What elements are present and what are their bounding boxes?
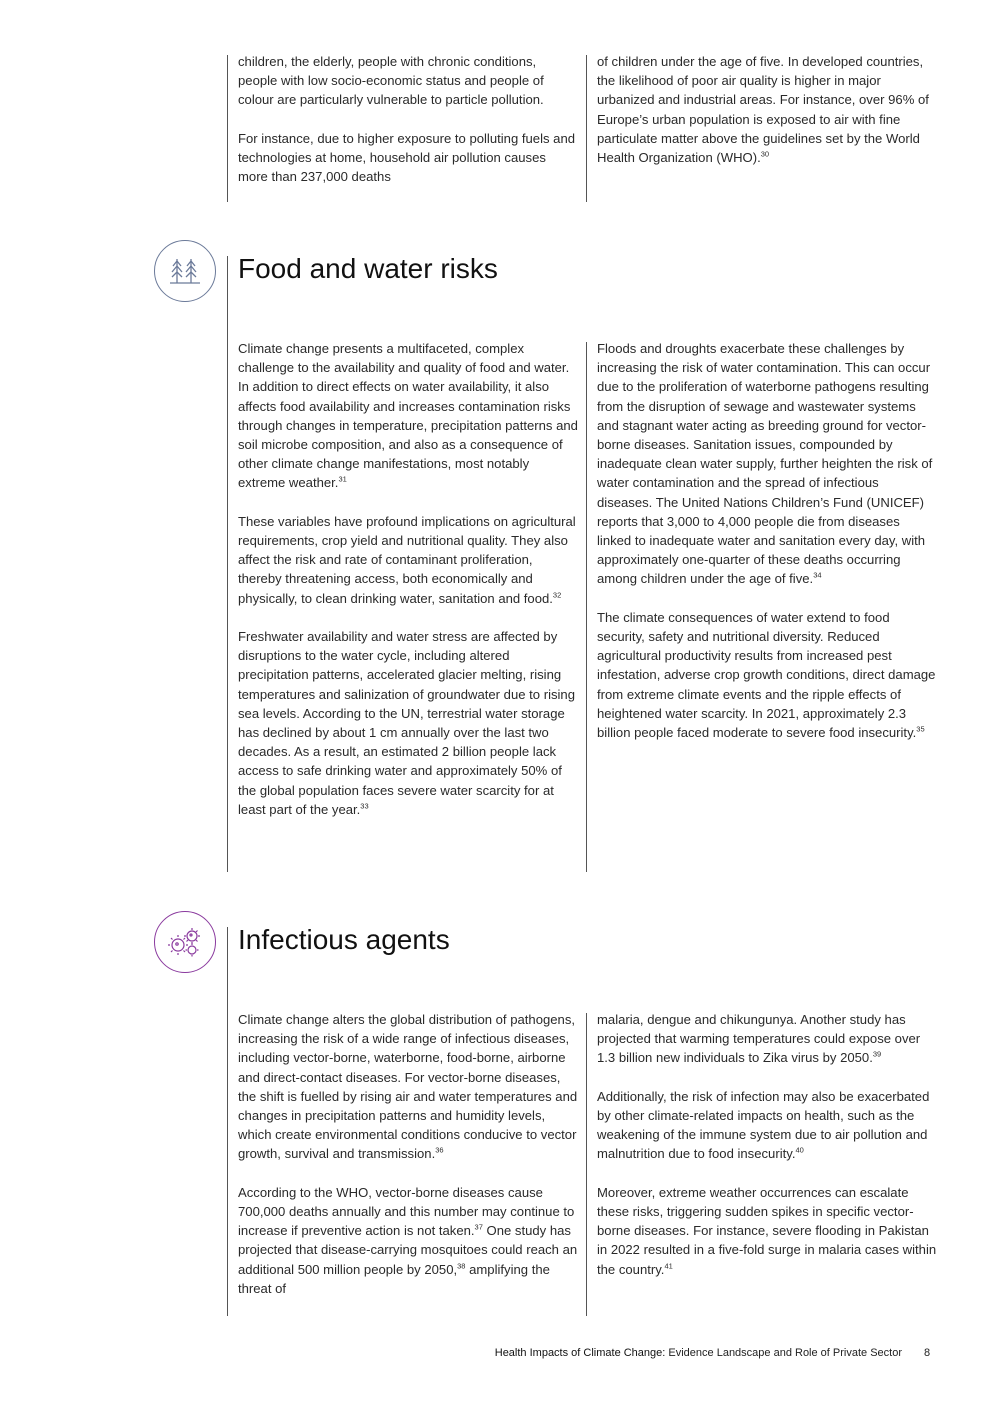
footnote-ref: 30 bbox=[760, 149, 770, 159]
food-water-icon-badge bbox=[154, 240, 216, 302]
footnote-ref: 41 bbox=[664, 1261, 673, 1271]
paragraph: These variables have profound implications on agricultural requirements, crop yield and nutritional quality. They also affect the risk and rate of contaminant proliferation, thereby threatening access, both economically and physically, to clean drinking water, sanitation and food.$^{32}$ bbox=[238, 513, 576, 606]
infectious-icon-badge bbox=[154, 911, 216, 973]
paragraph: children, the elderly, people with chronic conditions, people with low socio-economic status and people of colour are particularly vulnerable to particle pollution. bbox=[238, 54, 544, 108]
paragraph: Additionally, the risk of infection may also be exacerbated by other climate-related impacts on health, such as the weakening of the immune system due to air pollution and malnutrition due to food insecurity.$^{40}$ bbox=[597, 1088, 930, 1162]
virus-icon bbox=[166, 923, 204, 961]
paragraph: Climate change alters the global distribution of pathogens, increasing the risk of a wide range of infectious diseases, including vector-borne, waterborne, food-borne, airborne and direct-contact diseases. For vector-borne diseases, the shift is fuelled by rising air and water temperatures and changes in precipitation patterns and humidity levels, which create environmental conditions conducive to vector growth, survival and transmission.$^{36}$ bbox=[238, 1012, 578, 1162]
food-right-column bbox=[597, 339, 937, 742]
paragraph: According to the WHO, vector-borne diseases cause 700,000 deaths annually and this number may continue to increase if preventive action is not taken.$^{37}$ One study has projected that disease-carrying mosquitoes could reach an additional 500 million people by 2050,38 amplifying the threat of bbox=[238, 1184, 578, 1296]
paragraph: of children under the age of five. In developed countries, the likelihood of poor air quality is higher in major urbanized and industrial areas. For instance, over 96% of Europe’s urban population is exposed to air with fine particulate matter above the guidelines set by the World Health Organization (WHO).$^{30}$ bbox=[597, 54, 929, 166]
footnote-ref: 33 bbox=[360, 801, 369, 811]
heading-divider bbox=[227, 256, 228, 872]
top-left-column bbox=[238, 52, 578, 186]
food-left-column bbox=[238, 339, 578, 819]
column-divider-right bbox=[586, 342, 587, 872]
paragraph: The climate consequences of water extend to food security, safety and nutritional diversity. Reduced agricultural productivity results from increased pest infestation, adverse crop growth conditions, direct damage from extreme climate events and the ripple effects of heightened water scarcity. In 2021, approximately 2.3 billion people faced moderate to severe food insecurity.$^{35}$ bbox=[597, 609, 936, 741]
section-title: Infectious agents bbox=[238, 924, 450, 955]
footnote-ref: 38 bbox=[457, 1261, 466, 1271]
infectious-right-column bbox=[597, 1010, 937, 1279]
footer-title: Health Impacts of Climate Change: Evidence Landscape and Role of Private Sector bbox=[494, 1347, 902, 1359]
page-number: 8 bbox=[924, 1347, 931, 1359]
column-divider-left bbox=[227, 55, 228, 202]
paragraph: malaria, dengue and chikungunya. Another study has projected that warming temperatures could expose over 1.3 billion new individuals to Zika virus by 2050.39 bbox=[597, 1012, 921, 1066]
footnote-ref: 35 bbox=[916, 724, 925, 734]
infectious-left-column bbox=[238, 1010, 578, 1298]
paragraph: Moreover, extreme weather occurrences can escalate these risks, triggering sudden spikes in specific vector-borne diseases. For instance, severe flooding in Pakistan in 2022 resulted in a five-fold surge in malaria cases within the country.$^{41}$ bbox=[597, 1184, 937, 1277]
footnote-ref: 36 bbox=[435, 1146, 444, 1156]
column-divider-right bbox=[586, 1013, 587, 1316]
paragraph: Freshwater availability and water stress are affected by disruptions to the water cycle, including altered precipitation patterns, accelerated glacier melting, rising temperatures and salinization of groundwater due to rising sea levels. According to the UN, terrestrial water storage has declined by about 1 cm annually over the last two decades. As a result, an estimated 2 billion people lack access to safe drinking water and approximately 50% of the global population faces severe water scarcity for at least part of the year.$^{33}$ bbox=[238, 629, 575, 817]
footnote-ref: 32 bbox=[552, 590, 562, 600]
footnote-ref: 37 bbox=[474, 1222, 483, 1232]
paragraph: For instance, due to higher exposure to polluting fuels and technologies at home, household air pollution causes more than 237,000 deaths bbox=[238, 130, 576, 185]
paragraph: Climate change presents a multifaceted, complex challenge to the availability and quality of food and water. In addition to direct effects on water availability, it also affects food availability and increases contamination risks through changes in temperature, precipitation patterns and soil microbe composition, and also as a consequence of other climate change manifestations, most notably extreme weather.$^{31}$ bbox=[238, 341, 578, 491]
footnote-ref: 39 bbox=[872, 1050, 882, 1060]
paragraph: Floods and droughts exacerbate these challenges by increasing the risk of water contamination. This can occur due to the proliferation of waterborne pathogens resulting from the disruption of sewage and wastewater systems and stagnant water acting as breeding ground for vector-borne diseases. Sanitation issues, compounded by inadequate clean water supply, further heighten the risk of water contamination and the spread of infectious diseases. The United Nations Children’s Fund (UNICEF) reports that 3,000 to 4,000 people die from diseases linked to inadequate water and sanitation every day, with approximately one-quarter of these deaths occurring among children under the age of five.$^{34}$ bbox=[597, 341, 933, 587]
top-right-column bbox=[597, 52, 937, 167]
heading-divider bbox=[227, 927, 228, 1316]
footnote-ref: 31 bbox=[338, 475, 347, 485]
footnote-ref: 40 bbox=[795, 1146, 804, 1156]
footnote-ref: 34 bbox=[813, 571, 822, 581]
trees-icon bbox=[167, 253, 203, 289]
column-divider-right bbox=[586, 55, 587, 202]
section-title: Food and water risks bbox=[238, 253, 498, 284]
